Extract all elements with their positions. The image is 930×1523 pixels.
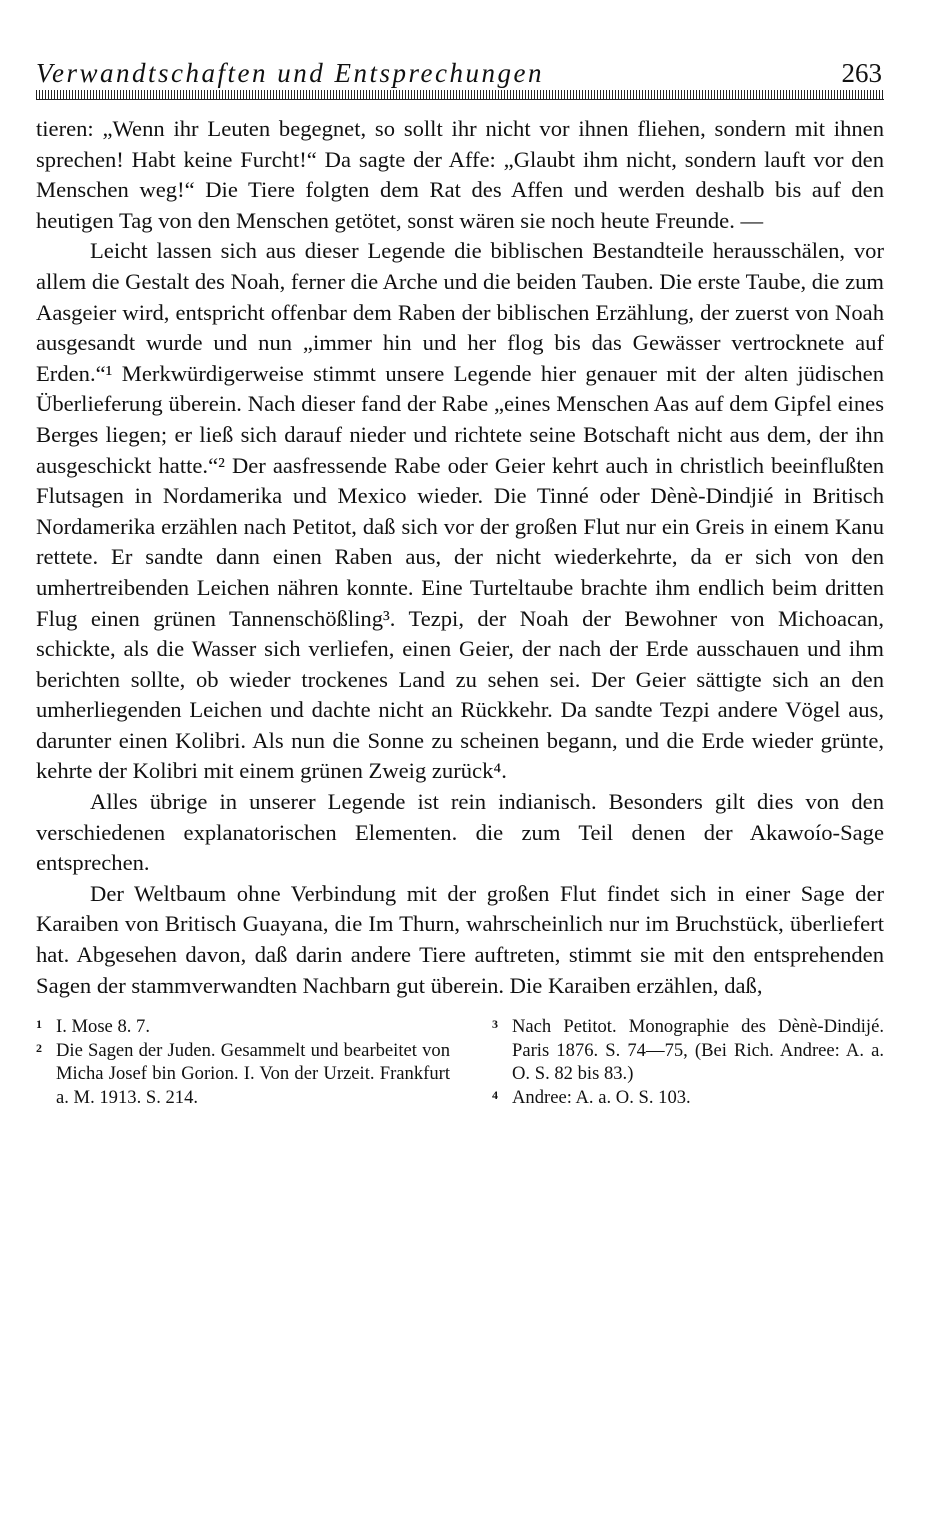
running-title: Verwandtschaften und Entsprechungen [36, 58, 544, 88]
footnotes [36, 1015, 884, 1109]
footnote [492, 1015, 884, 1086]
paragraph: Alles übrige in unserer Legende ist rein indianisch. Besonders gilt dies von den verschiedenen explanatorischen Elementen. die zum Teil denen der Akawoío-Sage entsprechen. [36, 789, 884, 876]
paragraph: Leicht lassen sich aus dieser Legende die biblischen Bestandteile herausschälen, vor allem die Gestalt des Noah, ferner die Arche und die beiden Tauben. Die erste Taube, die zum Aasgeier wird, entspricht offenbar dem Raben der biblischen Erzählung, der zuerst von Noah ausgesandt wurde und nun „immer hin und her flog bis das Gewässer vertrocknete auf Erden.“¹ Merkwürdigerweise stimmt unsere Legende hier genauer mit der alten jüdischen Überlieferung überein. Nach dieser fand der Rabe „eines Menschen Aas auf dem Gipfel eines Berges liegen; er ließ sich darauf nieder und richtete seine Botschaft nicht aus dem, der ihn ausgeschickt hatte.“² Der aasfressende Rabe oder Geier kehrt auch in christlich beeinflußten Flutsagen in Nordamerika und Mexico wieder. Die Tinné oder Dènè-Dindjié in Britisch Nordamerika erzählen nach Petitot, daß sich vor der großen Flut nur ein Greis in einem Kanu rettete. Er sandte dann einen Raben aus, der nicht wiederkehrte, da er sich von den umhertreibenden Leichen nähren konnte. Eine Turteltaube brachte ihm endlich beim dritten Flug einen grünen Tannenschößling³. Tezpi, der Noah der Bewohner von Michoacan, schickte, als die Wasser sich verliefen, einen Geier, der nach der Erde ausschauen und ihm berichten sollte, ob wieder trockenes Land zu sehen sei. Der Geier sättigte sich an den umherliegenden Leichen und dachte nicht an Rückkehr. Da sandte Tezpi andere Vögel aus, darunter einen Kolibri. Als nun die Sonne zu scheinen begann, und die Erde wieder grünte, kehrte der Kolibri mit einem grünen Zweig zurück⁴. [36, 238, 884, 784]
footnote-mark: 1 [36, 1017, 42, 1032]
footnote-mark: 4 [492, 1088, 498, 1102]
paragraph: Der Weltbaum ohne Verbindung mit der großen Flut findet sich in einer Sage der Karaiben von Britisch Guayana, die Im Thurn, wahrscheinlich nur im Bruchstück, überliefert hat. Abgesehen davon, daß darin andere Tiere auftreten, stimmt sie mit den entsprehenden Sagen der stammverwandten Nachbarn gut überein. Die Karaiben erzählen, daß, [36, 880, 884, 998]
footnote [492, 1086, 884, 1110]
book-page [36, 58, 884, 1110]
body-text [36, 114, 884, 1001]
footnote-text: Die Sagen der Juden. Gesammelt und bearbeitet von Micha Josef bin Gorion. I. Von der Urzeit. Frankfurt a. M. 1913. S. 214. [56, 1039, 450, 1108]
footnotes-right-column [492, 1015, 884, 1109]
footnote-text: Andree: A. a. O. S. 103. [512, 1087, 691, 1108]
footnote [36, 1039, 450, 1110]
footnotes-left-column [36, 1015, 450, 1109]
header-rule [36, 90, 884, 100]
page-number: 263 [841, 58, 882, 88]
footnote-mark: 3 [492, 1017, 498, 1032]
page-header [36, 58, 884, 88]
paragraph: tieren: „Wenn ihr Leuten begegnet, so sollt ihr nicht vor ihnen fliehen, sondern mit ihnen sprechen! Habt keine Furcht!“ Da sagte der Affe: „Glaubt ihm nicht, sondern lauft vor den Menschen weg!“ Die Tiere folgten dem Rat des Affen und werden deshalb bis auf den heutigen Tag von den Menschen getötet, sonst wären sie noch heute Freunde. — [36, 116, 884, 233]
footnote-text: I. Mose 8. 7. [56, 1016, 150, 1038]
footnote-mark: 2 [36, 1040, 42, 1055]
footnote [36, 1015, 450, 1039]
footnote-text: Nach Petitot. Monographie des Dènè-Dindijé. Paris 1876. S. 74—75, (Bei Rich. Andree: A. a. O. S. 82 bis 83.) [512, 1016, 884, 1085]
